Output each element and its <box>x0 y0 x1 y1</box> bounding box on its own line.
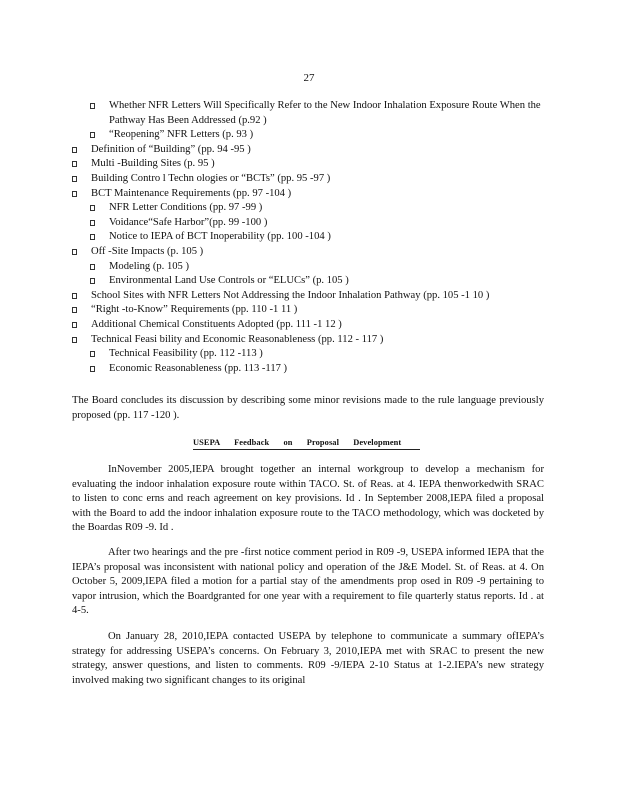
list-item <box>72 289 542 304</box>
checkbox-bullet-icon <box>90 278 95 284</box>
list-item <box>90 230 542 245</box>
topic-bullet-list <box>72 99 542 376</box>
checkbox-bullet-icon <box>72 147 77 153</box>
list-item <box>90 260 542 275</box>
list-item-text: Economic Reasonableness (pp. 113 -117 ) <box>109 362 288 374</box>
list-item-text: NFR Letter Conditions (pp. 97 -99 ) <box>109 202 263 214</box>
checkbox-bullet-icon <box>90 103 95 109</box>
checkbox-bullet-icon <box>90 366 95 372</box>
list-item-text: Voidance“Safe Harbor”(pp. 99 -100 ) <box>109 216 268 228</box>
list-item <box>90 347 542 362</box>
checkbox-bullet-icon <box>72 307 77 313</box>
body-paragraph: InNovember 2005,IEPA brought together an internal workgroup to develop a mechanism for evaluating the indoor inhalation exposure route within TACO. St. of Reas. at 4. IEPA thenworkedwith SRAC to listen to conc erns and reach agreement on key provisions. Id . In September 2008,IEPA filed a proposal with the Board to add the indoor inhalation exposure route to the TACO methodology, which was docketed by the Boardas R09 -9. Id . <box>72 464 544 534</box>
concluding-paragraph: The Board concludes its discussion by describing some minor revisions made to the rule language previously proposed (pp. 117 -120 ). <box>72 395 544 421</box>
body-paragraph: On January 28, 2010,IEPA contacted USEPA by telephone to communicate a summary ofIEPA’s strategy for addressing USEPA’s concerns. On February 3, 2010,IEPA met with SRAC to present the new strategy, answer questions, and listen to comments. R09 -9/IEPA 2-10 Status at 1-2.IEPA’s new strategy involved making two significant changes to its original <box>72 631 544 686</box>
checkbox-bullet-icon <box>90 264 95 270</box>
list-item-text: Definition of “Building” (pp. 94 -95 ) <box>91 143 251 155</box>
list-item-text: Whether NFR Letters Will Specifically Refer to the New Indoor Inhalation Exposure Route When the Pathway Has Been Addressed (p.92 ) <box>109 100 541 126</box>
checkbox-bullet-icon <box>72 322 77 328</box>
list-item-text: Additional Chemical Constituents Adopted (pp. 111 -1 12 ) <box>91 318 342 330</box>
body-paragraph: After two hearings and the pre -first notice comment period in R09 -9, USEPA informed IEPA that the IEPA’s proposal was inconsistent with national policy and operation of the J&E Model. St. of Reas. at 4. On October 5, 2009,IEPA filed a motion for a partial stay of the amendments prop osed in R09 -9 pertaining to vapor intrusion, which the Boardgranted for one year with a requirement to file quarterly status reports. Id . at 4-5. <box>72 547 544 617</box>
list-item-text: Modeling (p. 105 ) <box>109 260 190 272</box>
list-item <box>72 303 542 318</box>
checkbox-bullet-icon <box>72 191 77 197</box>
list-item-text: Notice to IEPA of BCT Inoperability (pp. 100 -104 ) <box>109 231 331 243</box>
checkbox-bullet-icon <box>72 161 77 167</box>
list-item <box>72 318 542 333</box>
list-item <box>90 216 542 231</box>
list-item-text: “Right -to-Know” Requirements (pp. 110 -1 11 ) <box>91 304 298 316</box>
page-number: 27 <box>303 72 315 84</box>
list-item-text: Multi -Building Sites (p. 95 ) <box>91 158 215 170</box>
list-item <box>72 245 542 260</box>
checkbox-bullet-icon <box>72 337 77 343</box>
checkbox-bullet-icon <box>90 132 95 138</box>
list-item-text: BCT Maintenance Requirements (pp. 97 -104 ) <box>91 187 292 199</box>
list-item <box>72 143 542 158</box>
checkbox-bullet-icon <box>72 176 77 182</box>
list-item <box>90 274 542 289</box>
list-item <box>72 157 542 172</box>
list-item-text: Technical Feasibility (pp. 112 -113 ) <box>109 348 263 360</box>
list-item <box>90 128 542 143</box>
list-item <box>72 172 542 187</box>
list-item <box>72 187 542 202</box>
list-item <box>72 333 542 348</box>
checkbox-bullet-icon <box>90 220 95 226</box>
list-item-text: “Reopening” NFR Letters (p. 93 ) <box>109 129 254 141</box>
list-item-text: Environmental Land Use Controls or “ELUCs” (p. 105 ) <box>109 275 349 287</box>
list-item <box>90 99 542 128</box>
list-item <box>90 362 542 377</box>
checkbox-bullet-icon <box>72 249 77 255</box>
list-item-text: Building Contro l Techn ologies or “BCTs” (pp. 95 -97 ) <box>91 172 331 184</box>
list-item-text: School Sites with NFR Letters Not Addressing the Indoor Inhalation Pathway (pp. 105 -1 10 ) <box>91 289 490 301</box>
section-heading: USEPA Feedback on Proposal Development <box>193 437 420 450</box>
list-item-text: Off -Site Impacts (p. 105 ) <box>91 245 204 257</box>
checkbox-bullet-icon <box>90 351 95 357</box>
checkbox-bullet-icon <box>90 234 95 240</box>
list-item <box>90 201 542 216</box>
checkbox-bullet-icon <box>90 205 95 211</box>
checkbox-bullet-icon <box>72 293 77 299</box>
list-item-text: Technical Feasi bility and Economic Reasonableness (pp. 112 - 117 ) <box>91 333 384 345</box>
